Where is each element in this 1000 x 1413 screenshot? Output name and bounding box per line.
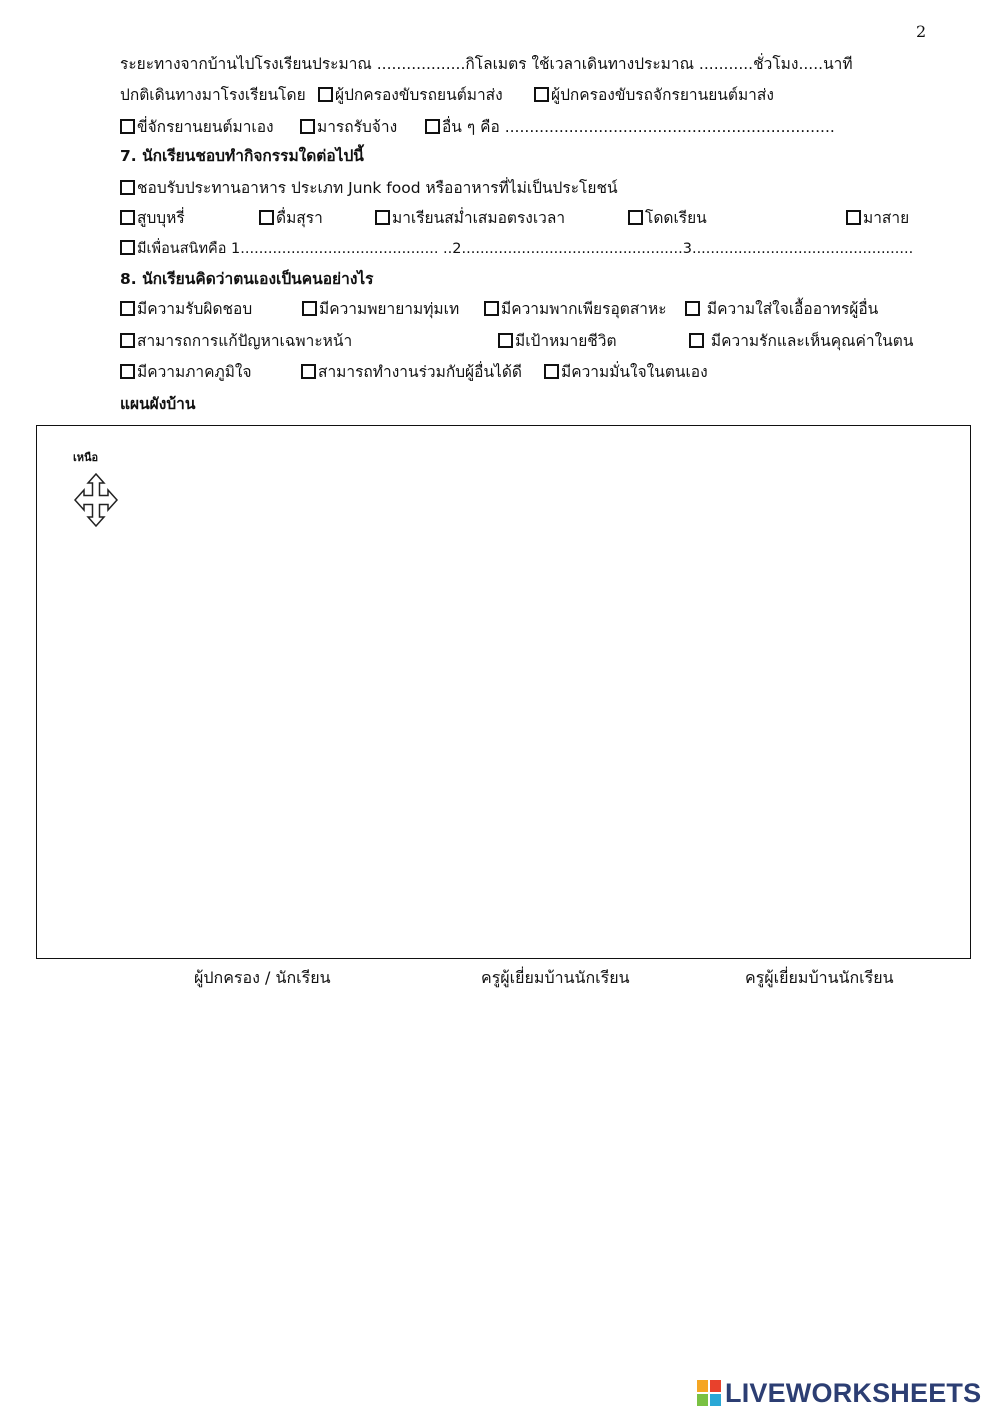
travel-distance-line: ระยะทางจากบ้านไปโรงเรียนประมาณ ..................กิโลเมตร ใช้เวลาเดินทางประมาณ ...........ชั่วโมง.....นาที xyxy=(120,55,853,73)
option-life-goal[interactable]: มีเป้าหมายชีวิต xyxy=(498,330,617,352)
option-hired-vehicle[interactable]: มารถรับจ้าง xyxy=(300,116,397,138)
checkbox[interactable] xyxy=(689,333,704,348)
option-self-worth[interactable]: มีความรักและเห็นคุณค่าในตน xyxy=(689,330,913,352)
option-late[interactable]: มาสาย xyxy=(846,207,909,229)
checkbox[interactable] xyxy=(120,301,135,316)
checkbox[interactable] xyxy=(425,119,440,134)
page-number: 2 xyxy=(916,22,927,41)
signature-parent-student: ผู้ปกครอง / นักเรียน xyxy=(194,968,331,987)
q7-heading: 7. นักเรียนชอบทำกิจกรรมใดต่อไปนี้ xyxy=(120,147,364,165)
checkbox[interactable] xyxy=(120,333,135,348)
option-skip-class[interactable]: โดดเรียน xyxy=(628,207,707,229)
checkbox[interactable] xyxy=(484,301,499,316)
house-map-title: แผนผังบ้าน xyxy=(120,395,196,413)
checkbox[interactable] xyxy=(120,240,135,255)
brand-name: LIVEWORKSHEETS xyxy=(725,1377,982,1408)
checkbox[interactable] xyxy=(120,180,135,195)
option-effort[interactable]: มีความพยายามทุ่มเท xyxy=(302,298,459,320)
four-way-arrow-icon xyxy=(74,473,118,527)
option-diligent[interactable]: มีความพากเพียรอุตสาหะ xyxy=(484,298,667,320)
travel-mode-prefix: ปกติเดินทางมาโรงเรียนโดย xyxy=(120,86,306,104)
checkbox[interactable] xyxy=(628,210,643,225)
checkbox[interactable] xyxy=(498,333,513,348)
checkbox[interactable] xyxy=(120,364,135,379)
checkbox[interactable] xyxy=(685,301,700,316)
checkbox[interactable] xyxy=(301,364,316,379)
option-junk-food[interactable]: ชอบรับประทานอาหาร ประเภท Junk food หรืออาหารที่ไม่เป็นประโยชน์ xyxy=(120,177,618,199)
option-teamwork[interactable]: สามารถทำงานร่วมกับผู้อื่นได้ดี xyxy=(301,361,522,383)
option-close-friends[interactable]: มีเพื่อนสนิทคือ 1........................................... ..2................................................3................................................ xyxy=(120,238,913,260)
liveworksheets-brand[interactable] xyxy=(697,1376,981,1410)
option-problem-solving[interactable]: สามารถการแก้ปัญหาเฉพาะหน้า xyxy=(120,330,352,352)
option-drinking[interactable]: ดื่มสุรา xyxy=(259,207,323,229)
option-parent-car[interactable]: ผู้ปกครองขับรถยนต์มาส่ง xyxy=(318,84,503,106)
option-parent-motorcycle[interactable]: ผู้ปกครองขับรถจักรยานยนต์มาส่ง xyxy=(534,84,774,106)
option-pride[interactable]: มีความภาคภูมิใจ xyxy=(120,361,252,383)
option-caring[interactable]: มีความใส่ใจเอื้ออาทรผู้อื่น xyxy=(685,298,878,320)
checkbox[interactable] xyxy=(375,210,390,225)
signature-visiting-teacher-1: ครูผู้เยี่ยมบ้านนักเรียน xyxy=(481,968,630,987)
option-confidence[interactable]: มีความมั่นใจในตนเอง xyxy=(544,361,708,383)
checkbox[interactable] xyxy=(120,119,135,134)
checkbox[interactable] xyxy=(318,87,333,102)
checkbox[interactable] xyxy=(300,119,315,134)
q8-heading: 8. นักเรียนคิดว่าตนเองเป็นคนอย่างไร xyxy=(120,270,374,288)
checkbox[interactable] xyxy=(120,210,135,225)
liveworksheets-logo-icon xyxy=(697,1380,721,1406)
option-smoking[interactable]: สูบบุหรี่ xyxy=(120,207,185,229)
north-label: เหนือ xyxy=(73,451,99,464)
checkbox[interactable] xyxy=(846,210,861,225)
option-punctual[interactable]: มาเรียนสม่ำเสมอตรงเวลา xyxy=(375,207,565,229)
checkbox[interactable] xyxy=(259,210,274,225)
option-other[interactable]: อื่น ๆ คือ ................................................................... xyxy=(425,116,835,138)
house-map-drawing-area[interactable] xyxy=(36,425,971,959)
checkbox[interactable] xyxy=(544,364,559,379)
signature-visiting-teacher-2: ครูผู้เยี่ยมบ้านนักเรียน xyxy=(745,968,894,987)
checkbox[interactable] xyxy=(534,87,549,102)
checkbox[interactable] xyxy=(302,301,317,316)
option-responsible[interactable]: มีความรับผิดชอบ xyxy=(120,298,252,320)
option-ride-motorcycle[interactable]: ขี่จักรยานยนต์มาเอง xyxy=(120,116,274,138)
